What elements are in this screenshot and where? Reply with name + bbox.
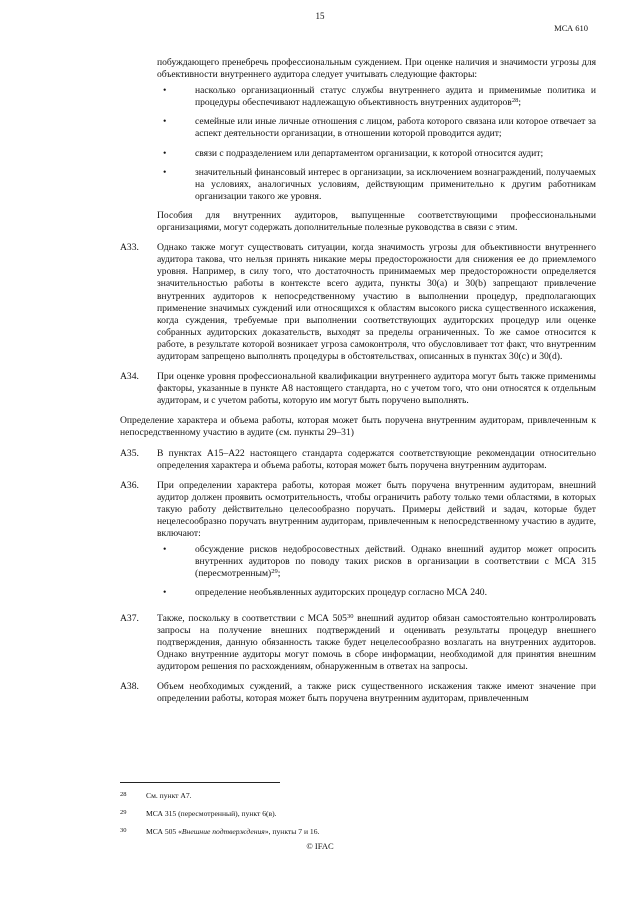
paragraph-text — [157, 613, 596, 673]
paragraph-text: При определении характера работы, которая может быть поручена внутренним аудиторам, внешний аудитор должен проявить осмотрительность, чтобы ограничить работу только теми областями, в которых такую работу действительно целесообразно поручать. Примеры действий и задач, которые будет нецелесообразно поручать внутренним аудиторам, привлеченным к непосредственному участию в аудите, включают: — [157, 479, 596, 540]
footnotes — [120, 791, 596, 845]
list-item-text: обсуждение рисков недобросовестных действий. Однако внешний аудитор может опросить внутренних аудиторов по поводу таких рисков в организации в соответствии с МСА 315 (пересмотренным) — [195, 544, 596, 580]
footnote-ref: 30 — [346, 612, 354, 620]
paragraph-text: В пунктах A15–A22 настоящего стандарта содержатся соответствующие рекомендации относительно определения характера и объема работы, которая может быть поручена внутренним аудиторам. — [157, 447, 596, 471]
paragraph-number: A37. — [120, 612, 139, 624]
footnote-number: 28 — [120, 791, 127, 798]
list-item — [157, 85, 596, 109]
bullet-icon: • — [163, 587, 167, 599]
paragraph-text-start: Также, поскольку в соответствии с МСА 505 — [157, 612, 347, 624]
list-item-text: значительный финансовый интерес в организации, за исключением вознаграждений, получаемых на условиях, аналогичных условиям, действующим применительно к другим работникам организации такого же уровня. — [195, 166, 596, 202]
paragraph-text-rest: внешний аудитор обязан самостоятельно контролировать запросы на получение внешних подтверждений и оценивать результаты процедур внешнего подтверждения, данную обязанность также будет нецелесообразно возлагать на внутренних аудиторов. Однако внутренние аудиторы могут помочь в сборе информации, необходимой для принятия внешним аудитором решения по расхождениям, обнаруженным в ответах на запросы. — [157, 612, 596, 672]
footnote-ref: 28 — [511, 97, 519, 105]
list-item — [157, 587, 596, 599]
examples-list — [157, 544, 596, 599]
page-body — [120, 57, 596, 705]
paragraph-text: Однако также могут существовать ситуации, когда значимость угрозы для объективности внутреннего аудитора такова, что нельзя принять никакие меры предосторожности для снижения ее до приемлемого уровня. Например, в силу того, что достаточность принимаемых мер предосторожности определяется значительностью работы в контексте всего аудита, пункты 30(a) и 30(b) запрещают привлечение внутренних аудиторов к непосредственному участию в выполнении процедур, предполагающих применение значимых суждений или относящихся к областям высокого риска существенного искажения, когда суждения, требуемые при выполнении соответствующих аудиторских процедур или оценке собранных аудиторских доказательств, выходят за пределы ограниченных. То же самое относится к работе, в результате которой возникает угроза самоконтроля, что обусловливает тот факт, что внутренним аудиторам запрещено выполнять процедуры в обстоятельствах, описанных в пунктах 30(c) и 30(d). — [157, 242, 596, 362]
page-number: 15 — [315, 11, 325, 21]
list-item — [157, 116, 596, 140]
list-item — [157, 167, 596, 203]
footnote-ref: 29 — [271, 568, 278, 576]
list-item-text: связи с подразделением или департаментом организации, к которой относится аудит; — [195, 147, 544, 159]
bullet-icon: • — [163, 147, 167, 159]
intro-closing-paragraph: Пособия для внутренних аудиторов, выпущенные соответствующими профессиональными организациями, могут содержать дополнительные полезные руководства в связи с этим. — [157, 209, 596, 234]
paragraph-number: A33. — [120, 242, 139, 254]
list-item-punct: ; — [277, 568, 281, 580]
footnote-text-start: МСА 505 « — [146, 827, 182, 836]
bullet-icon: • — [163, 85, 167, 97]
paragraph-a37 — [120, 613, 596, 673]
intro-block — [157, 57, 596, 81]
paragraph-number: A34. — [120, 371, 139, 383]
footnote-title: Внешние подтверждения — [181, 827, 265, 836]
footnote — [120, 791, 596, 801]
footnote-text: См. пункт A7. — [146, 791, 192, 800]
bullet-icon: • — [163, 166, 167, 178]
footnote-divider — [120, 782, 280, 783]
list-item-punct: ; — [518, 97, 521, 109]
footnote-number: 30 — [120, 827, 127, 834]
paragraph-number: A35. — [120, 447, 139, 459]
section-heading: Определение характера и объема работы, которая может быть поручена внутренним аудиторам, привлеченным к непосредственному участию в аудите (см. пункты 29–31) — [120, 415, 596, 439]
paragraph-a38 — [120, 681, 596, 705]
paragraph-a34 — [120, 371, 596, 407]
factors-list — [157, 85, 596, 203]
paragraph-number: A38. — [120, 681, 139, 693]
footnote-text-end: », пункты 7 и 16. — [264, 827, 320, 836]
list-item — [157, 544, 596, 580]
document-code: МСА 610 — [554, 23, 588, 33]
list-item — [157, 148, 596, 160]
footnote-number: 29 — [120, 809, 127, 816]
paragraph-a36 — [120, 480, 596, 540]
bullet-icon: • — [163, 116, 167, 128]
paragraph-number: A36. — [120, 479, 139, 491]
footnote-text: МСА 315 (пересмотренный), пункт 6(в). — [146, 809, 277, 818]
footnote — [120, 827, 596, 837]
footnote — [120, 809, 596, 819]
paragraph-text: При оценке уровня профессиональной квалификации внутреннего аудитора могут быть также применимы факторы, указанные в пункте A8 настоящего стандарта, но с учетом того, что они относятся к отдельным аудиторам, и с учетом работы, которую им могут быть поручено выполнять. — [157, 371, 596, 407]
paragraph-a35 — [120, 448, 596, 472]
intro-paragraph: побуждающего пренебречь профессиональным суждением. При оценке наличия и значимости угрозы для объективности внутреннего аудитора следует учитывать следующие факторы: — [157, 57, 596, 81]
footer-copyright: © IFAC — [306, 841, 334, 851]
list-item-text: определение необъявленных аудиторских процедур согласно МСА 240. — [195, 587, 487, 599]
list-item-text: семейные или иные личные отношения с лицом, работа которого связана или которое отвечает за аспект деятельности организации, в отношении которой проводится аудит; — [195, 116, 596, 140]
paragraph-text: Объем необходимых суждений, а также риск существенного искажения также имеют значение при определении работы, которая может быть поручена внутренним аудиторам, привлеченным — [157, 681, 596, 705]
intro-closing-block — [157, 210, 596, 234]
bullet-icon: • — [163, 544, 167, 556]
paragraph-a33 — [120, 242, 596, 363]
list-item-text: насколько организационный статус службы внутреннего аудита и применимые политика и процедуры обеспечивают надлежащую объективность внутренних аудиторов — [195, 85, 596, 109]
